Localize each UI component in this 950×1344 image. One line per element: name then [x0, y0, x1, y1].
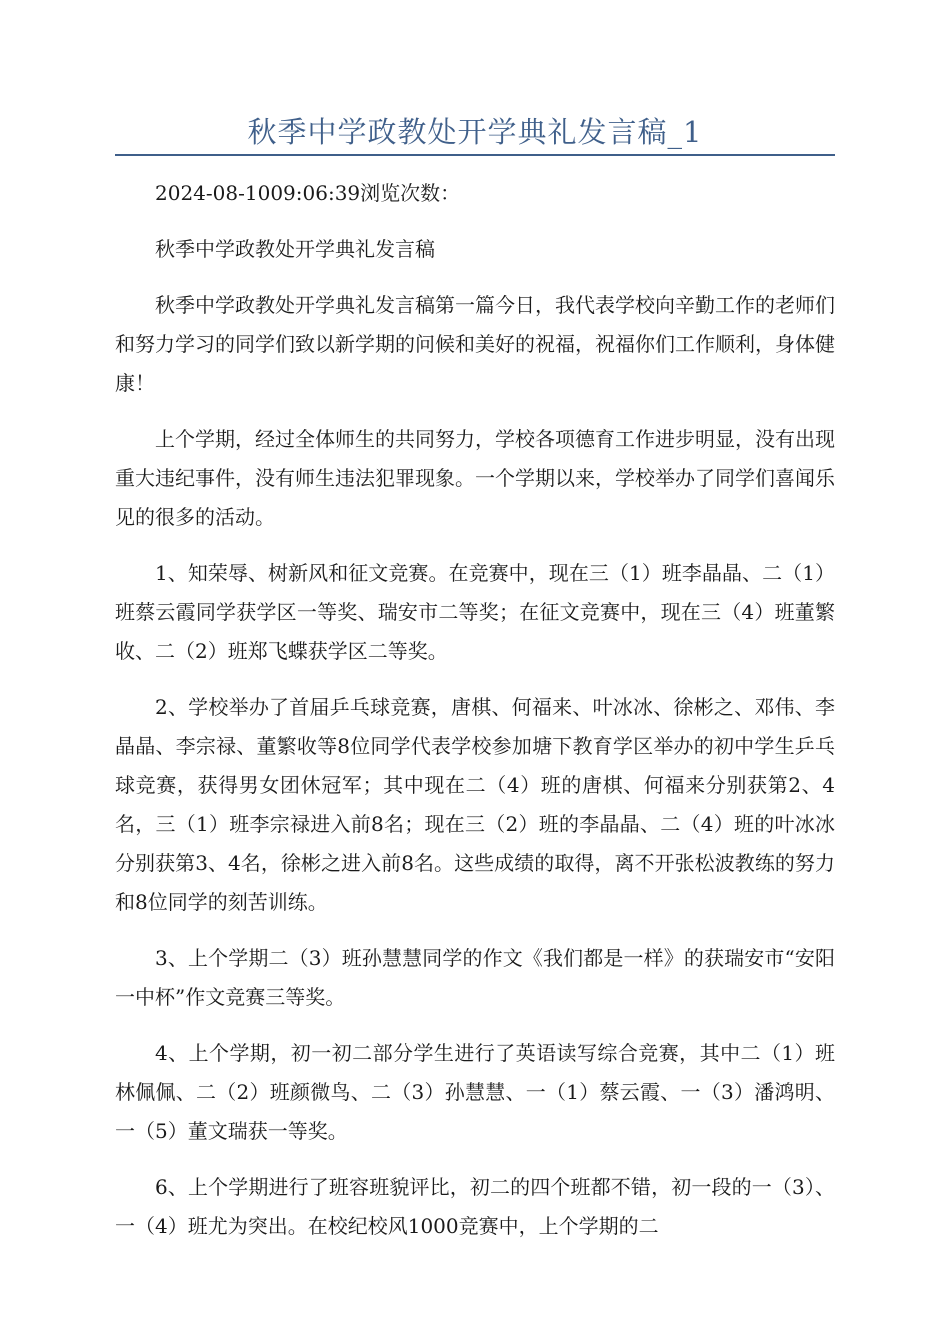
paragraph-5: 3、上个学期二（3）班孙慧慧同学的作文《我们都是一样》的获瑞安市“安阳一中杯”作文竞赛三等奖。 — [115, 946, 835, 1009]
paragraph-6: 4、上个学期，初一初二部分学生进行了英语读写综合竞赛，其中二（1）班林佩佩、二（2）班颜微鸟、二（3）孙慧慧、一（1）蔡云霞、一（3）潘鸿明、一（5）董文瑞获一等奖。 — [115, 1041, 835, 1143]
document-title: 秋季中学政教处开学典礼发言稿_1 — [247, 115, 703, 149]
title-divider — [115, 154, 835, 156]
meta-line: 2024-08-1009:06:39浏览次数： — [155, 181, 461, 205]
paragraph-4: 2、学校举办了首届乒乓球竞赛，唐棋、何福来、叶冰冰、徐彬之、邓伟、李晶晶、李宗禄、董繁收等8位同学代表学校参加塘下教育学区举办的初中学生乒乓球竞赛，获得男女团休冠军；其中现在二（4）班的唐棋、何福来分别获第2、4名，三（1）班李宗禄进入前8名；现在三（2）班的李晶晶、二（4）班的叶冰冰分别获第3、4名，徐彬之进入前8名。这些成绩的取得，离不开张松波教练的努力和8位同学的刻苦训练。 — [115, 695, 835, 914]
subtitle-line: 秋季中学政教处开学典礼发言稿 — [155, 237, 435, 261]
paragraph-3: 1、知荣辱、树新风和征文竞赛。在竞赛中，现在三（1）班李晶晶、二（1）班蔡云霞同学获学区一等奖、瑞安市二等奖；在征文竞赛中，现在三（4）班董繁收、二（2）班郑飞蝶获学区二等奖。 — [115, 561, 835, 663]
document-body — [115, 174, 835, 1263]
paragraph-1: 秋季中学政教处开学典礼发言稿第一篇今日，我代表学校向辛勤工作的老师们和努力学习的同学们致以新学期的问候和美好的祝福，祝福你们工作顺利，身体健康！ — [115, 293, 835, 395]
paragraph-7: 6、上个学期进行了班容班貌评比，初二的四个班都不错，初一段的一（3）、一（4）班尤为突出。在校纪校风1000竞赛中，上个学期的二 — [115, 1175, 835, 1238]
paragraph-2: 上个学期，经过全体师生的共同努力，学校各项德育工作进步明显，没有出现重大违纪事件，没有师生违法犯罪现象。一个学期以来，学校举办了同学们喜闻乐见的很多的活动。 — [115, 427, 835, 529]
